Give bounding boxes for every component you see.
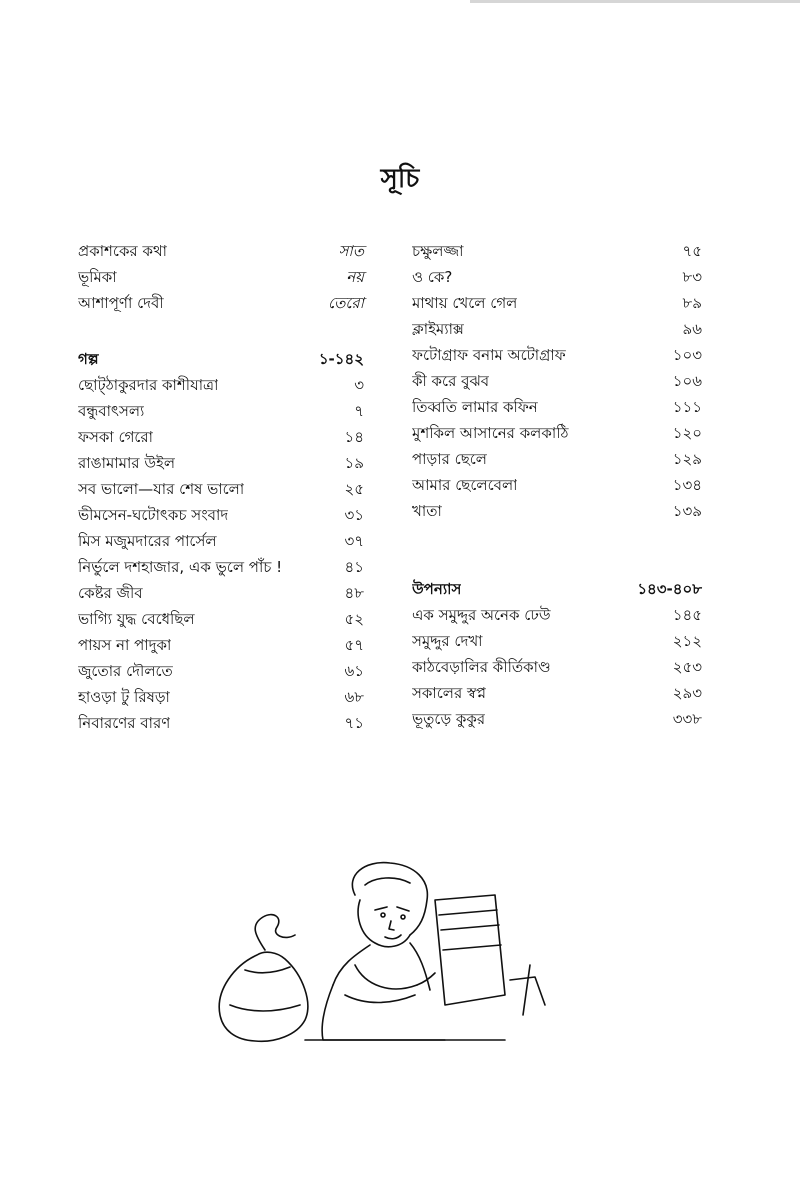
entry-title: ভাগ্যি যুদ্ধ বেধেছিল (78, 610, 195, 628)
section-heading-stories[interactable] (78, 346, 364, 372)
entry-title: নিবারণের বারণ (78, 714, 171, 732)
entry-page: ১০৬ (672, 372, 702, 390)
toc-entry[interactable] (78, 398, 364, 424)
entry-page: ৫৭ (344, 636, 364, 654)
entry-page: ১০৩ (672, 346, 702, 364)
entry-page: ৩৩৮ (672, 710, 702, 728)
entry-title: সকালের স্বপ্ন (412, 684, 486, 702)
entry-page: ৩ (354, 376, 364, 394)
toc-entry[interactable] (78, 658, 364, 684)
toc-entry[interactable] (412, 316, 702, 342)
entry-title: সমুদ্দুর দেখা (412, 632, 483, 650)
entry-title: কেষ্টর জীব (78, 584, 143, 602)
toc-entry[interactable] (412, 472, 702, 498)
entry-page: ২৯৩ (672, 684, 702, 702)
section-title: উপন্যাস (412, 580, 462, 598)
entry-page: ৬১ (344, 662, 364, 680)
entry-page: সাত (338, 242, 364, 260)
entry-page: ১১১ (672, 398, 702, 416)
entry-title: হাওড়া টু রিষড়া (78, 688, 170, 706)
entry-page: ৪৮ (344, 584, 364, 602)
entry-page: তেরো (328, 294, 364, 312)
section-range: ১৪৩-৪০৮ (637, 580, 702, 598)
entry-page: ১৯ (344, 454, 364, 472)
entry-page: ৪১ (344, 558, 364, 576)
toc-entry[interactable] (412, 290, 702, 316)
entry-page: ৫২ (344, 610, 364, 628)
entry-title: মাথায় খেলে গেল (412, 294, 518, 312)
entry-title: ফসকা গেরো (78, 428, 154, 446)
entry-page: ২১২ (672, 632, 702, 650)
entry-page: ২৫ (344, 480, 364, 498)
entry-page: ৮৩ (682, 268, 702, 286)
entry-title: ও কে? (412, 268, 453, 286)
toc-entry[interactable] (78, 502, 364, 528)
toc-entry[interactable] (78, 528, 364, 554)
entry-title: ভীমসেন-ঘটোৎকচ সংবাদ (78, 506, 229, 524)
toc-right-column (412, 238, 702, 732)
entry-title: তিব্বতি লামার কফিন (412, 398, 538, 416)
toc-entry-author[interactable] (78, 290, 364, 316)
entry-title: আশাপূর্ণা দেবী (78, 294, 164, 312)
toc-entry[interactable] (412, 446, 702, 472)
entry-page: ১৪৫ (672, 606, 702, 624)
entry-page: ৬৮ (344, 688, 364, 706)
toc-entry-foreword[interactable] (78, 264, 364, 290)
entry-page: ১৪ (344, 428, 364, 446)
toc-entry[interactable] (412, 654, 702, 680)
entry-title: রাঙামামার উইল (78, 454, 175, 472)
entry-title: জুতোর দৌলতে (78, 662, 173, 680)
section-range: ১-১৪২ (318, 350, 364, 368)
toc-entry[interactable] (78, 372, 364, 398)
entry-title: নির্ভুলে দশহাজার, এক ভুলে পাঁচ ! (78, 558, 283, 576)
entry-title: এক সমুদ্দুর অনেক ঢেউ (412, 606, 551, 624)
toc-left-column (78, 238, 364, 736)
entry-page: ৩১ (344, 506, 364, 524)
toc-entry[interactable] (78, 424, 364, 450)
entry-title: ভূমিকা (78, 268, 117, 286)
toc-entry-publisher-note[interactable] (78, 238, 364, 264)
page-title: সূচি (380, 164, 420, 194)
entry-page: ২৫৩ (672, 658, 702, 676)
toc-entry[interactable] (412, 602, 702, 628)
entry-title: কাঠবেড়ালির কীর্তিকাণ্ড (412, 658, 551, 676)
entry-title: চক্ষুলজ্জা (412, 242, 464, 260)
toc-entry[interactable] (78, 450, 364, 476)
entry-page: ৭১ (344, 714, 364, 732)
entry-page: নয় (346, 268, 364, 286)
entry-title: ফটোগ্রাফ বনাম অটোগ্রাফ (412, 346, 566, 364)
toc-entry[interactable] (412, 628, 702, 654)
toc-entry[interactable] (78, 554, 364, 580)
toc-entry[interactable] (78, 710, 364, 736)
entry-title: ছোট্‌ঠাকুরদার কাশীযাত্রা (78, 376, 219, 394)
toc-entry[interactable] (78, 632, 364, 658)
entry-page: ৯৬ (682, 320, 702, 338)
entry-page: ৮৯ (682, 294, 702, 312)
entry-title: মিস মজুমদারের পার্সেল (78, 532, 217, 550)
entry-title: সব ভালো—যার শেষ ভালো (78, 480, 245, 498)
entry-page: ১৩৪ (672, 476, 702, 494)
entry-title: বন্ধুবাৎসল্য (78, 402, 145, 420)
section-heading-novels[interactable] (412, 576, 702, 602)
entry-title: পায়স না পাদুকা (78, 636, 172, 654)
toc-entry[interactable] (78, 580, 364, 606)
toc-entry[interactable] (412, 394, 702, 420)
entry-title: মুশকিল আসানের কলকাঠি (412, 424, 569, 442)
entry-title: প্রকাশকের কথা (78, 242, 168, 260)
toc-entry[interactable] (412, 680, 702, 706)
entry-page: ৭৫ (682, 242, 702, 260)
entry-page: ১২৯ (672, 450, 702, 468)
entry-title: ক্লাইম্যাক্স (412, 320, 464, 338)
entry-title: ভূতুড়ে কুকুর (412, 710, 486, 728)
toc-entry[interactable] (412, 368, 702, 394)
toc-entry[interactable] (412, 238, 702, 264)
entry-page: ১২০ (672, 424, 702, 442)
toc-entry[interactable] (412, 342, 702, 368)
toc-entry[interactable] (78, 476, 364, 502)
toc-entry[interactable] (412, 264, 702, 290)
entry-page: ৭ (354, 402, 364, 420)
entry-page: ১৩৯ (672, 502, 702, 520)
entry-title: খাতা (412, 502, 442, 520)
toc-entry[interactable] (78, 684, 364, 710)
reading-child-sketch (205, 855, 565, 1095)
entry-title: আমার ছেলেবেলা (412, 476, 518, 494)
scan-edge-line (470, 0, 800, 3)
toc-entry[interactable] (412, 706, 702, 732)
toc-entry[interactable] (412, 420, 702, 446)
toc-entry[interactable] (412, 498, 702, 524)
entry-title: কী করে বুঝব (412, 372, 490, 390)
entry-page: ৩৭ (344, 532, 364, 550)
section-title: গল্প (78, 350, 99, 368)
toc-entry[interactable] (78, 606, 364, 632)
entry-title: পাড়ার ছেলে (412, 450, 487, 468)
